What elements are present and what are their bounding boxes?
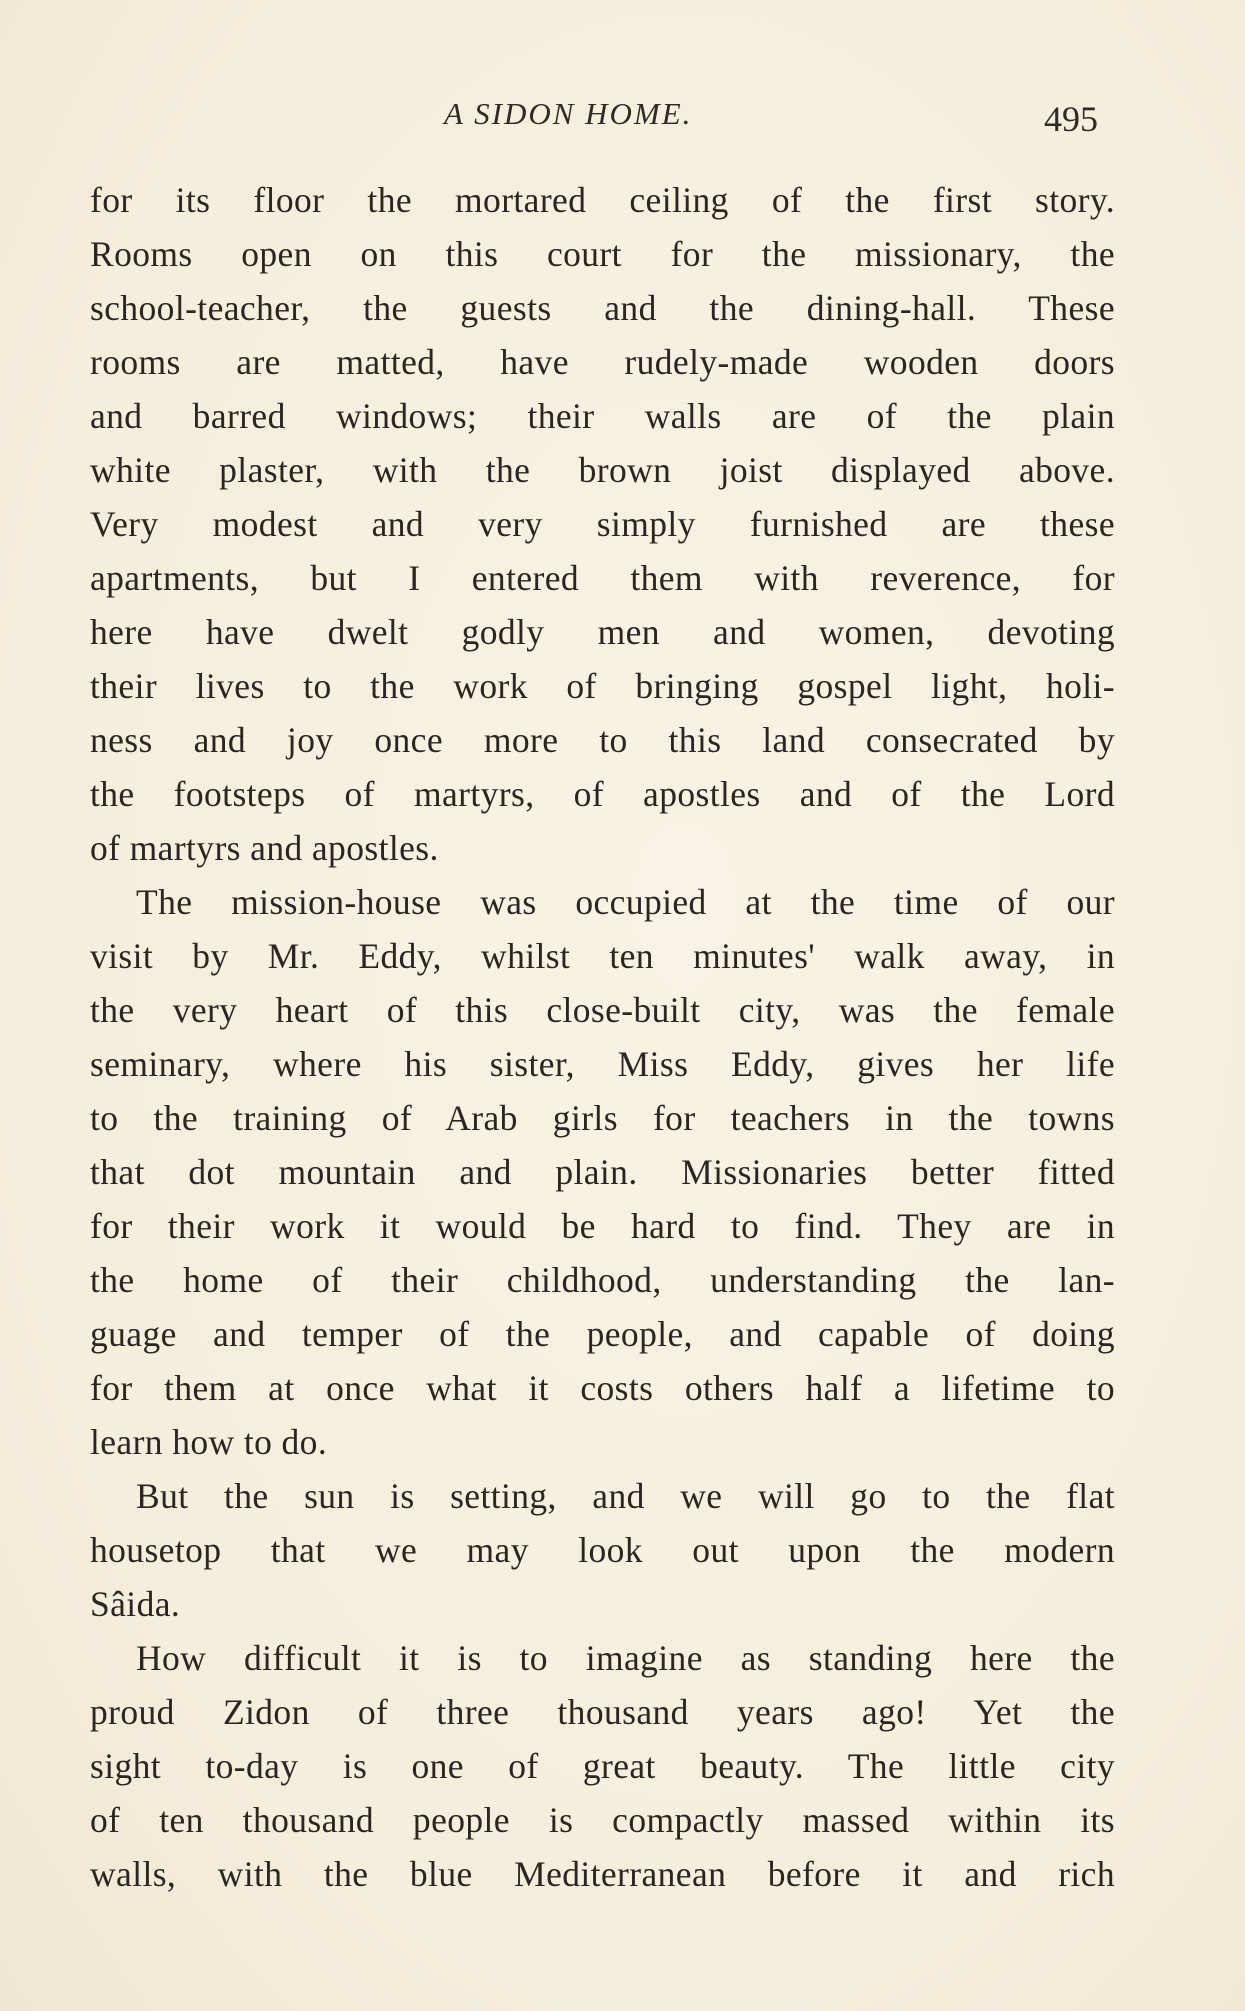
- text-line: walls, with the blue Mediterranean before it and rich: [90, 1854, 1115, 1894]
- page-number: 495: [1044, 99, 1098, 139]
- text-line: for its floor the mortared ceiling of the first story.: [90, 180, 1115, 220]
- text-line: the footsteps of martyrs, of apostles and of the Lord: [90, 774, 1115, 814]
- text-line: guage and temper of the people, and capable of doing: [90, 1314, 1115, 1354]
- text-line: and barred windows; their walls are of the plain: [90, 396, 1115, 436]
- text-line: sight to-day is one of great beauty. The little city: [90, 1746, 1115, 1786]
- text-line: that dot mountain and plain. Missionaries better fitted: [90, 1152, 1115, 1192]
- text-line: learn how to do.: [90, 1422, 328, 1462]
- text-line: visit by Mr. Eddy, whilst ten minutes' walk away, in: [90, 936, 1115, 976]
- text-line: the very heart of this close-built city, was the female: [90, 990, 1115, 1030]
- text-line: to the training of Arab girls for teachers in the towns: [90, 1098, 1115, 1138]
- text-line: their lives to the work of bringing gospel light, holi-: [90, 666, 1115, 706]
- text-line: housetop that we may look out upon the modern: [90, 1530, 1115, 1570]
- text-line: Rooms open on this court for the missionary, the: [90, 234, 1115, 274]
- text-line: Very modest and very simply furnished are these: [90, 504, 1115, 544]
- text-line: ness and joy once more to this land consecrated by: [90, 720, 1115, 760]
- text-line: Sâida.: [90, 1584, 181, 1624]
- text-line: of ten thousand people is compactly massed within its: [90, 1800, 1115, 1840]
- text-line: seminary, where his sister, Miss Eddy, gives her life: [90, 1044, 1115, 1084]
- running-title: A SIDON HOME.: [444, 96, 693, 131]
- body-text: [90, 173, 1115, 1901]
- text-line: white plaster, with the brown joist displayed above.: [90, 450, 1115, 490]
- text-line: of martyrs and apostles.: [90, 828, 439, 868]
- text-line: school-teacher, the guests and the dining-hall. These: [90, 288, 1115, 328]
- text-line: proud Zidon of three thousand years ago! Yet the: [90, 1692, 1115, 1732]
- text-line: The mission-house was occupied at the time of our: [136, 882, 1115, 922]
- text-line: rooms are matted, have rudely-made wooden doors: [90, 342, 1115, 382]
- text-line: the home of their childhood, understanding the lan-: [90, 1260, 1115, 1300]
- text-line: apartments, but I entered them with reverence, for: [90, 558, 1115, 598]
- text-line: for them at once what it costs others half a lifetime to: [90, 1368, 1115, 1408]
- text-line: But the sun is setting, and we will go to the flat: [136, 1476, 1115, 1516]
- text-line: How difficult it is to imagine as standing here the: [136, 1638, 1115, 1678]
- text-line: here have dwelt godly men and women, devoting: [90, 612, 1115, 652]
- text-line: for their work it would be hard to find. They are in: [90, 1206, 1115, 1246]
